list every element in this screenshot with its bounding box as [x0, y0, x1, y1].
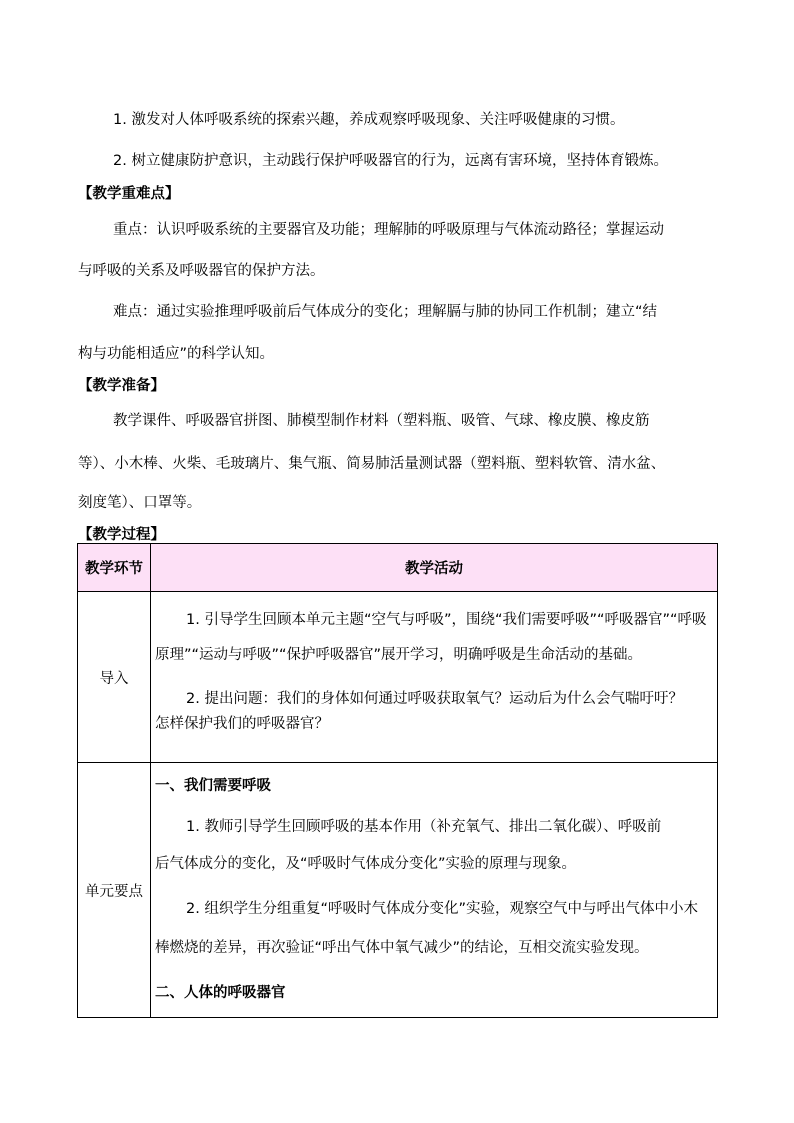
preparation-line-1: 教学课件、呼吸器官拼图、肺模型制作材料（塑料瓶、吸管、气球、橡皮膜、橡皮筋 [113, 413, 650, 429]
table-row [78, 763, 718, 1018]
activity-line: 2. 组织学生分组重复“呼吸时气体成分变化”实验，观察空气中与呼出气体中小木 [186, 901, 698, 917]
stage-cell-unit-points: 单元要点 [78, 763, 151, 1018]
stage-cell-intro: 导入 [78, 592, 151, 763]
activity-line: 怎样保护我们的呼吸器官？ [155, 716, 329, 732]
focus-line-2: 与呼吸的关系及呼吸器官的保护方法。 [78, 263, 325, 279]
difficulty-line-1: 难点：通过实验推理呼吸前后气体成分的变化；理解膈与肺的协同工作机制；建立“结 [113, 304, 658, 320]
teaching-process-table [77, 543, 718, 1018]
activity-line: 原理”“运动与呼吸”“保护呼吸器官”展开学习，明确呼吸是生命活动的基础。 [155, 647, 643, 663]
table-row [78, 592, 718, 763]
activity-line: 2. 提出问题：我们的身体如何通过呼吸获取氧气？运动后为什么会气喘吁吁？ [186, 691, 683, 707]
header-activity: 教学活动 [151, 544, 718, 592]
activity-line: 后气体成分的变化，及“呼吸时气体成分变化”实验的原理与现象。 [155, 856, 577, 872]
activity-line: 棒燃烧的差异，再次验证“呼出气体中氧气减少”的结论，互相交流实验发现。 [155, 940, 649, 956]
preparation-line-3: 刻度笔）、口罩等。 [78, 495, 202, 511]
table-header-row [78, 544, 718, 592]
key-points-heading: 【教学重难点】 [78, 186, 180, 202]
section-heading: 二、人体的呼吸器官 [155, 985, 286, 1001]
objective-2: 2. 树立健康防护意识，主动践行保护呼吸器官的行为，远离有害环境，坚持体育锻炼。 [113, 153, 668, 169]
activity-cell-unit-points [151, 763, 718, 1018]
objective-1: 1. 激发对人体呼吸系统的探索兴趣，养成观察呼吸现象、关注呼吸健康的习惯。 [113, 112, 625, 128]
section-heading: 一、我们需要呼吸 [155, 778, 271, 794]
activity-cell-intro [151, 592, 718, 763]
activity-line: 1. 教师引导学生回顾呼吸的基本作用（补充氧气、排出二氧化碳）、呼吸前 [186, 819, 662, 835]
header-stage: 教学环节 [78, 544, 151, 592]
activity-line: 1. 引导学生回顾本单元主题“空气与呼吸”，围绕“我们需要呼吸”“呼吸器官”“呼吸 [186, 612, 707, 628]
focus-line-1: 重点：认识呼吸系统的主要器官及功能；理解肺的呼吸原理与气体流动路径；掌握运动 [113, 222, 664, 238]
preparation-heading: 【教学准备】 [78, 378, 165, 394]
preparation-line-2: 等）、小木棒、火柴、毛玻璃片、集气瓶、简易肺活量测试器（塑料瓶、塑料软管、清水盆、 [78, 456, 666, 472]
difficulty-line-2: 构与功能相适应”的科学认知。 [78, 346, 275, 362]
process-heading: 【教学过程】 [78, 527, 165, 543]
